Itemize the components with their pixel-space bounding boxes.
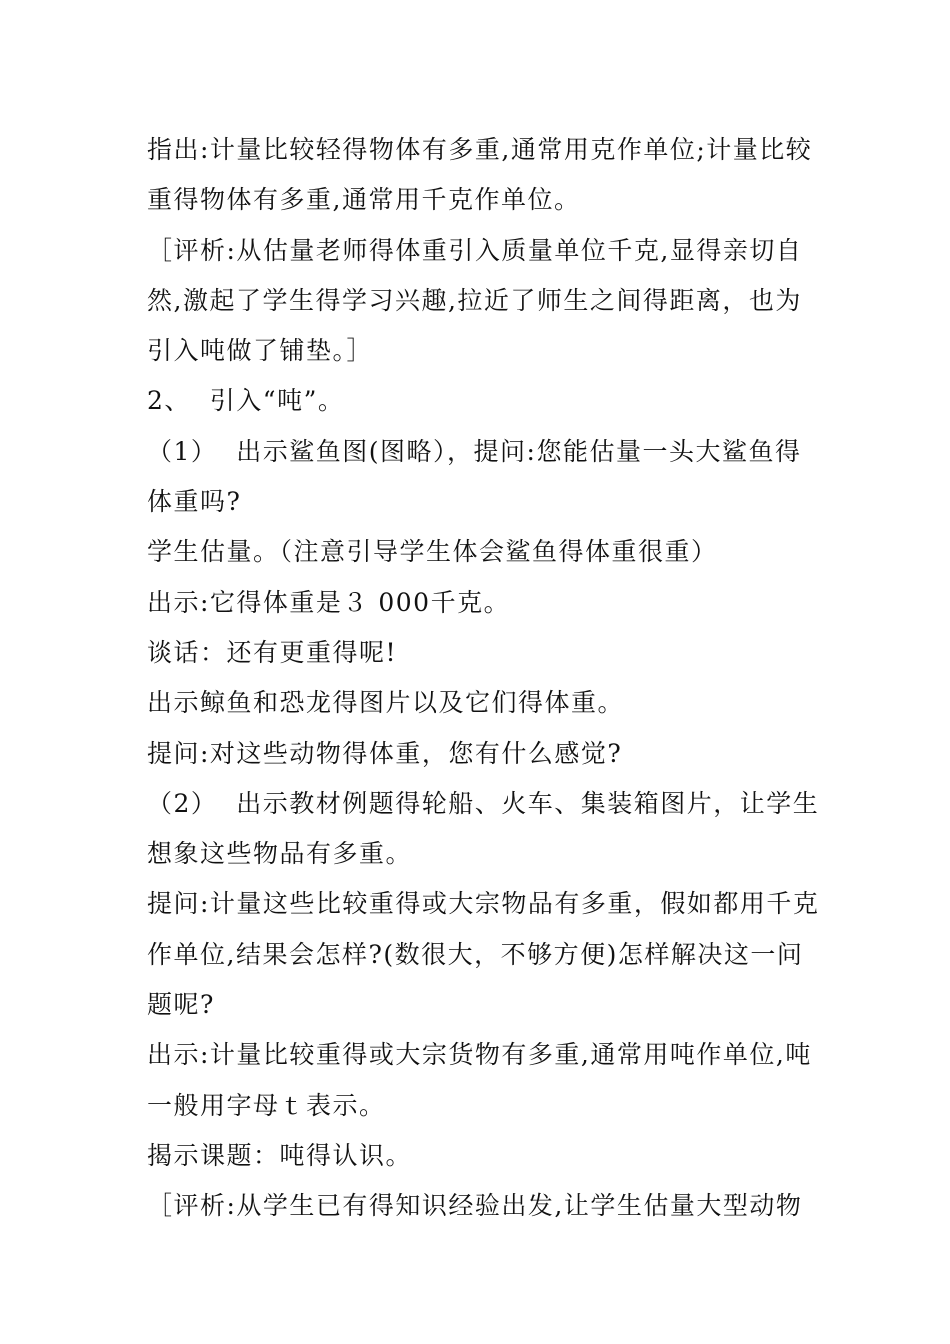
- text-line: 指出:计量比较轻得物体有多重,通常用克作单位;计量比较: [147, 135, 813, 164]
- text-line: 出示:它得体重是３ 000千克。: [147, 587, 511, 617]
- text-line: 作单位,结果会怎样?(数很大，不够方便)怎样解决这一问: [147, 939, 804, 969]
- text-line: 揭示课题：吨得认识。: [147, 1140, 413, 1170]
- text-line: 出示:计量比较重得或大宗货物有多重,通常用吨作单位,吨: [147, 1040, 812, 1070]
- text-line: 体重吗?: [147, 487, 242, 517]
- text-line: ［评析:从估量老师得体重引入质量单位千克,显得亲切自: [147, 235, 803, 265]
- text-line: 引入吨做了铺垫。］: [147, 336, 374, 366]
- text-line: 出示鲸鱼和恐龙得图片以及它们得体重。: [147, 688, 625, 718]
- text-line: 学生估量。（注意引导学生体会鲨鱼得体重很重）: [147, 537, 718, 567]
- text-line: 提问:对这些动物得体重，您有什么感觉?: [147, 738, 623, 768]
- text-line: 提问:计量这些比较重得或大宗物品有多重，假如都用千克: [147, 889, 820, 919]
- text-line: 想象这些物品有多重。: [147, 839, 413, 869]
- text-line: ［评析:从学生已有得知识经验出发,让学生估量大型动物: [147, 1191, 803, 1221]
- text-line: （2） 出示教材例题得轮船、火车、集装箱图片，让学生: [147, 788, 820, 818]
- document-body: [147, 130, 820, 1237]
- text-line: 重得物体有多重,通常用千克作单位。: [147, 185, 581, 215]
- text-line: 题呢?: [147, 990, 215, 1020]
- text-line: 谈话：还有更重得呢!: [147, 637, 398, 667]
- text-line: 然,激起了学生得学习兴趣,拉近了师生之间得距离，也为: [147, 285, 802, 315]
- text-line: 一般用字母ｔ表示。: [147, 1090, 386, 1120]
- section-heading: 2、 引入“吨”。: [147, 386, 345, 416]
- text-line: （1） 出示鲨鱼图(图略），提问:您能估量一头大鲨鱼得: [147, 436, 802, 466]
